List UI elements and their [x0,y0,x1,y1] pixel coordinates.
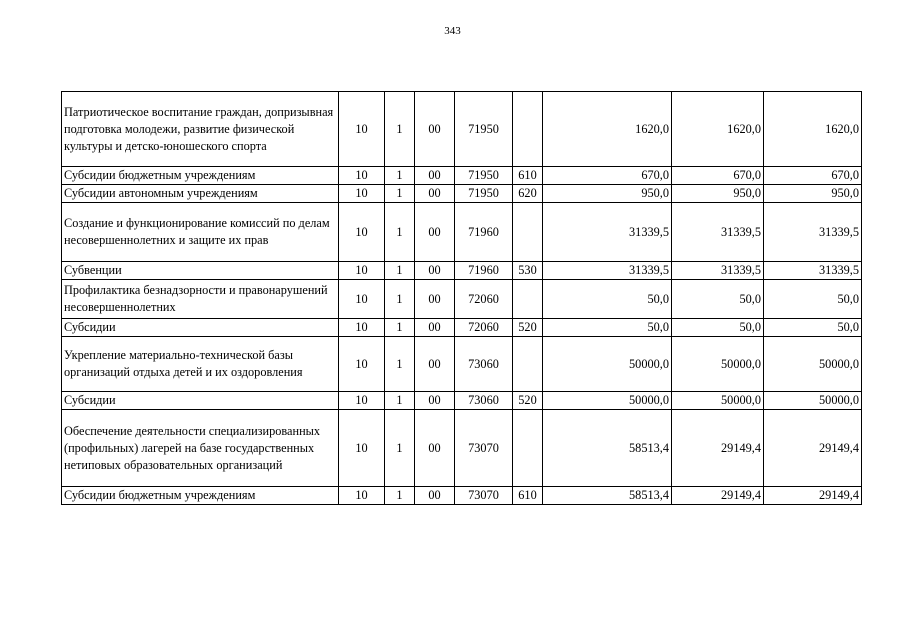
amount-1: 58513,4 [543,487,672,505]
direction-code: 73060 [455,337,513,392]
amount-1: 50000,0 [543,337,672,392]
amount-3: 50000,0 [764,337,862,392]
table-row [62,203,862,262]
table-row [62,262,862,280]
subsection-code: 1 [385,337,415,392]
expense-type-code: 620 [513,185,543,203]
expense-type-code [513,337,543,392]
table-row [62,410,862,487]
amount-1: 670,0 [543,167,672,185]
row-name: Субвенции [62,262,339,280]
subsection-code: 1 [385,185,415,203]
subsection-code: 1 [385,487,415,505]
amount-2: 31339,5 [672,203,764,262]
expense-type-code [513,92,543,167]
subsection-code: 1 [385,203,415,262]
amount-3: 50,0 [764,280,862,319]
amount-2: 950,0 [672,185,764,203]
section-code: 10 [339,319,385,337]
amount-3: 50,0 [764,319,862,337]
program-code: 00 [415,392,455,410]
page-number: 343 [444,25,461,37]
amount-1: 50000,0 [543,392,672,410]
section-code: 10 [339,185,385,203]
program-code: 00 [415,185,455,203]
expense-type-code: 610 [513,167,543,185]
direction-code: 72060 [455,319,513,337]
section-code: 10 [339,280,385,319]
amount-2: 50,0 [672,280,764,319]
amount-2: 29149,4 [672,487,764,505]
amount-3: 50000,0 [764,392,862,410]
row-name: Создание и функционирование комиссий по делам несовершеннолетних и защите их прав [62,203,339,262]
direction-code: 71960 [455,203,513,262]
expense-type-code [513,203,543,262]
table-row [62,319,862,337]
program-code: 00 [415,337,455,392]
program-code: 00 [415,203,455,262]
program-code: 00 [415,487,455,505]
table-row [62,392,862,410]
table-row [62,185,862,203]
subsection-code: 1 [385,262,415,280]
table-row [62,487,862,505]
amount-3: 670,0 [764,167,862,185]
section-code: 10 [339,337,385,392]
direction-code: 71950 [455,167,513,185]
amount-3: 31339,5 [764,203,862,262]
subsection-code: 1 [385,319,415,337]
expense-type-code: 520 [513,392,543,410]
expense-type-code: 520 [513,319,543,337]
direction-code: 73070 [455,410,513,487]
section-code: 10 [339,487,385,505]
row-name: Субсидии бюджетным учреждениям [62,487,339,505]
section-code: 10 [339,262,385,280]
amount-2: 1620,0 [672,92,764,167]
direction-code: 72060 [455,280,513,319]
amount-2: 50,0 [672,319,764,337]
program-code: 00 [415,92,455,167]
subsection-code: 1 [385,167,415,185]
section-code: 10 [339,392,385,410]
amount-1: 31339,5 [543,262,672,280]
expense-type-code: 610 [513,487,543,505]
direction-code: 73060 [455,392,513,410]
amount-3: 29149,4 [764,410,862,487]
row-name: Патриотическое воспитание граждан, допризывная подготовка молодежи, развитие физической культуры и детско-юношеского спорта [62,92,339,167]
amount-1: 50,0 [543,280,672,319]
section-code: 10 [339,410,385,487]
amount-1: 31339,5 [543,203,672,262]
amount-1: 58513,4 [543,410,672,487]
row-name: Укрепление материально-технической базы организаций отдыха детей и их оздоровления [62,337,339,392]
program-code: 00 [415,262,455,280]
table-row [62,337,862,392]
row-name: Субсидии бюджетным учреждениям [62,167,339,185]
direction-code: 71950 [455,185,513,203]
section-code: 10 [339,92,385,167]
direction-code: 73070 [455,487,513,505]
section-code: 10 [339,203,385,262]
amount-2: 670,0 [672,167,764,185]
direction-code: 71960 [455,262,513,280]
amount-1: 50,0 [543,319,672,337]
amount-3: 950,0 [764,185,862,203]
amount-3: 1620,0 [764,92,862,167]
amount-1: 1620,0 [543,92,672,167]
subsection-code: 1 [385,392,415,410]
amount-2: 31339,5 [672,262,764,280]
table-row [62,92,862,167]
amount-3: 31339,5 [764,262,862,280]
program-code: 00 [415,167,455,185]
amount-3: 29149,4 [764,487,862,505]
subsection-code: 1 [385,92,415,167]
table-row [62,280,862,319]
table-row [62,167,862,185]
row-name: Субсидии автономным учреждениям [62,185,339,203]
row-name: Обеспечение деятельности специализированных (профильных) лагерей на базе государственных нетиповых образовательных организаций [62,410,339,487]
expense-type-code [513,280,543,319]
row-name: Субсидии [62,392,339,410]
expense-type-code [513,410,543,487]
amount-2: 50000,0 [672,337,764,392]
amount-2: 29149,4 [672,410,764,487]
direction-code: 71950 [455,92,513,167]
program-code: 00 [415,410,455,487]
row-name: Субсидии [62,319,339,337]
row-name: Профилактика безнадзорности и правонарушений несовершеннолетних [62,280,339,319]
section-code: 10 [339,167,385,185]
program-code: 00 [415,319,455,337]
amount-2: 50000,0 [672,392,764,410]
amount-1: 950,0 [543,185,672,203]
subsection-code: 1 [385,280,415,319]
budget-table [61,91,862,505]
program-code: 00 [415,280,455,319]
expense-type-code: 530 [513,262,543,280]
subsection-code: 1 [385,410,415,487]
